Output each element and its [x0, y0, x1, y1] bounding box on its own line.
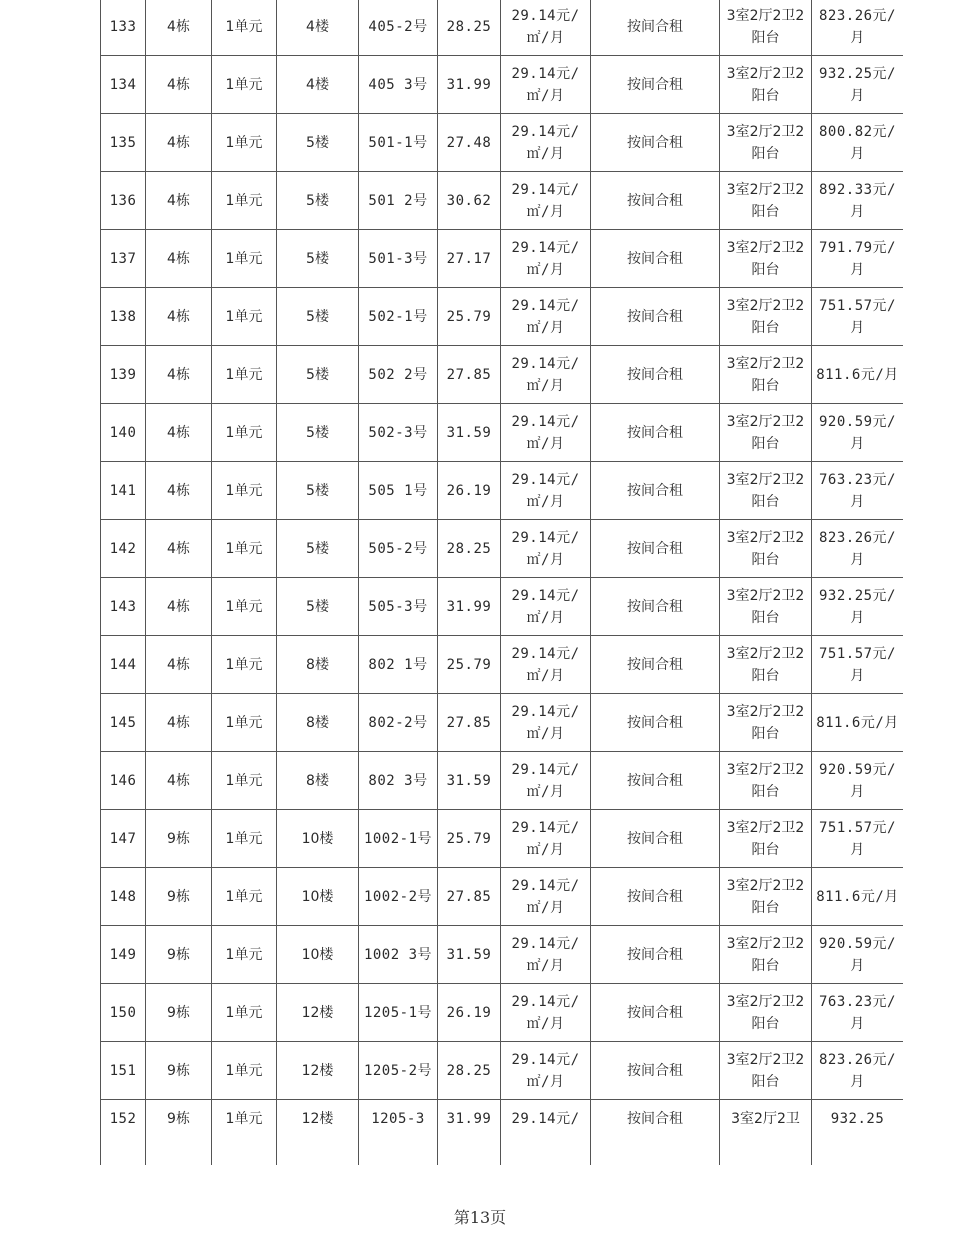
cell-monthly-rent: 823.26元/月: [812, 0, 904, 56]
cell-layout: 3室2厅2卫2阳台: [720, 810, 812, 868]
cell-floor: 8楼: [277, 636, 359, 694]
cell-monthly-rent: 920.59元/月: [812, 926, 904, 984]
cell-layout: 3室2厅2卫2阳台: [720, 1042, 812, 1100]
cell-layout: 3室2厅2卫2阳台: [720, 114, 812, 172]
cell-floor: 4楼: [277, 0, 359, 56]
cell-floor: 10楼: [277, 868, 359, 926]
cell-layout: 3室2厅2卫2阳台: [720, 462, 812, 520]
cell-room-number: 502-3号: [359, 404, 438, 462]
cell-rental-mode: 按间合租: [591, 636, 720, 694]
cell-rental-mode: 按间合租: [591, 926, 720, 984]
table-row: [101, 172, 904, 230]
cell-area: 31.59: [438, 404, 501, 462]
cell-room-number: 1205-2号: [359, 1042, 438, 1100]
cell-unit-price: 29.14元/㎡/月: [501, 520, 591, 578]
page-number: 第13页: [453, 1208, 507, 1227]
cell-unit: 1单元: [212, 984, 277, 1042]
cell-floor: 5楼: [277, 462, 359, 520]
cell-unit: 1单元: [212, 926, 277, 984]
cell-unit: 1单元: [212, 0, 277, 56]
cell-rental-mode: 按间合租: [591, 1042, 720, 1100]
cell-area: 28.25: [438, 520, 501, 578]
cell-unit: 1单元: [212, 1042, 277, 1100]
cell-unit: 1单元: [212, 288, 277, 346]
cell-row-number: 138: [101, 288, 146, 346]
cell-layout: 3室2厅2卫2阳台: [720, 578, 812, 636]
cell-area: 27.85: [438, 868, 501, 926]
cell-monthly-rent: 823.26元/月: [812, 520, 904, 578]
cell-area: 31.99: [438, 56, 501, 114]
cell-rental-mode: 按间合租: [591, 0, 720, 56]
cell-area: 31.59: [438, 926, 501, 984]
cell-layout: 3室2厅2卫2阳台: [720, 520, 812, 578]
cell-room-number: 405 3号: [359, 56, 438, 114]
cell-layout: 3室2厅2卫2阳台: [720, 636, 812, 694]
cell-area: 31.59: [438, 752, 501, 810]
cell-rental-mode: 按间合租: [591, 56, 720, 114]
cell-room-number: 802-2号: [359, 694, 438, 752]
cell-rental-mode: 按间合租: [591, 404, 720, 462]
cell-rental-mode: 按间合租: [591, 578, 720, 636]
cell-floor: 5楼: [277, 404, 359, 462]
cell-monthly-rent: 791.79元/月: [812, 230, 904, 288]
cell-building: 4栋: [146, 462, 212, 520]
cell-unit-price: 29.14元/㎡/月: [501, 230, 591, 288]
cell-unit: 1单元: [212, 694, 277, 752]
cell-rental-mode: 按间合租: [591, 868, 720, 926]
table-row: [101, 56, 904, 114]
cell-unit: 1单元: [212, 114, 277, 172]
cell-unit-price: 29.14元/㎡/月: [501, 926, 591, 984]
cell-floor: 5楼: [277, 346, 359, 404]
cell-unit-price: 29.14元/㎡/月: [501, 56, 591, 114]
cell-area: 26.19: [438, 462, 501, 520]
cell-building: 9栋: [146, 1042, 212, 1100]
cell-rental-mode: 按间合租: [591, 1100, 720, 1166]
cell-monthly-rent: 920.59元/月: [812, 404, 904, 462]
cell-monthly-rent: 751.57元/月: [812, 636, 904, 694]
cell-rental-mode: 按间合租: [591, 462, 720, 520]
cell-layout: 3室2厅2卫2阳台: [720, 868, 812, 926]
cell-building: 4栋: [146, 230, 212, 288]
cell-unit: 1单元: [212, 752, 277, 810]
cell-building: 4栋: [146, 288, 212, 346]
table-row: [101, 694, 904, 752]
cell-floor: 5楼: [277, 230, 359, 288]
cell-row-number: 146: [101, 752, 146, 810]
cell-rental-mode: 按间合租: [591, 114, 720, 172]
cell-layout: 3室2厅2卫2阳台: [720, 694, 812, 752]
cell-monthly-rent: 823.26元/月: [812, 1042, 904, 1100]
table-row: [101, 578, 904, 636]
cell-rental-mode: 按间合租: [591, 694, 720, 752]
cell-room-number: 802 3号: [359, 752, 438, 810]
cell-area: 27.85: [438, 346, 501, 404]
cell-row-number: 141: [101, 462, 146, 520]
cell-room-number: 505-3号: [359, 578, 438, 636]
cell-row-number: 134: [101, 56, 146, 114]
table-row: [101, 462, 904, 520]
cell-layout: 3室2厅2卫2阳台: [720, 0, 812, 56]
cell-unit: 1单元: [212, 230, 277, 288]
table-row: [101, 520, 904, 578]
cell-monthly-rent: 751.57元/月: [812, 288, 904, 346]
cell-area: 25.79: [438, 810, 501, 868]
rental-table-container: [100, 0, 903, 1183]
cell-monthly-rent: 932.25元/月: [812, 56, 904, 114]
cell-area: 27.48: [438, 114, 501, 172]
table-row: [101, 1042, 904, 1100]
cell-area: 31.99: [438, 578, 501, 636]
cell-unit-price: 29.14元/㎡/月: [501, 1042, 591, 1100]
cell-monthly-rent: 892.33元/月: [812, 172, 904, 230]
cell-room-number: 505-2号: [359, 520, 438, 578]
cell-floor: 12楼: [277, 984, 359, 1042]
cell-row-number: 133: [101, 0, 146, 56]
cell-unit: 1单元: [212, 1100, 277, 1166]
cell-room-number: 1205-3: [359, 1100, 438, 1166]
cell-room-number: 1205-1号: [359, 984, 438, 1042]
table-row: [101, 752, 904, 810]
cell-row-number: 136: [101, 172, 146, 230]
cell-room-number: 802 1号: [359, 636, 438, 694]
cell-floor: 5楼: [277, 520, 359, 578]
cell-building: 4栋: [146, 346, 212, 404]
cell-floor: 8楼: [277, 694, 359, 752]
cell-building: 9栋: [146, 810, 212, 868]
cell-unit: 1单元: [212, 56, 277, 114]
cell-row-number: 148: [101, 868, 146, 926]
cell-unit-price: 29.14元/㎡/月: [501, 114, 591, 172]
cell-building: 4栋: [146, 578, 212, 636]
cell-building: 4栋: [146, 172, 212, 230]
cell-floor: 4楼: [277, 56, 359, 114]
cell-room-number: 501-3号: [359, 230, 438, 288]
cell-building: 9栋: [146, 984, 212, 1042]
cell-building: 4栋: [146, 0, 212, 56]
cell-room-number: 405-2号: [359, 0, 438, 56]
cell-rental-mode: 按间合租: [591, 984, 720, 1042]
cell-building: 4栋: [146, 694, 212, 752]
cell-monthly-rent: 751.57元/月: [812, 810, 904, 868]
cell-floor: 5楼: [277, 288, 359, 346]
cell-area: 30.62: [438, 172, 501, 230]
cell-row-number: 145: [101, 694, 146, 752]
cell-area: 28.25: [438, 1042, 501, 1100]
cell-row-number: 140: [101, 404, 146, 462]
cell-unit: 1单元: [212, 636, 277, 694]
cell-area: 25.79: [438, 288, 501, 346]
cell-unit-price: 29.14元/㎡/月: [501, 752, 591, 810]
cell-rental-mode: 按间合租: [591, 288, 720, 346]
table-row: [101, 288, 904, 346]
table-row: [101, 346, 904, 404]
cell-room-number: 1002-1号: [359, 810, 438, 868]
cell-floor: 5楼: [277, 114, 359, 172]
cell-unit: 1单元: [212, 578, 277, 636]
cell-row-number: 147: [101, 810, 146, 868]
cell-floor: 8楼: [277, 752, 359, 810]
cell-layout: 3室2厅2卫2阳台: [720, 984, 812, 1042]
table-row: [101, 0, 904, 56]
cell-area: 25.79: [438, 636, 501, 694]
cell-monthly-rent: 920.59元/月: [812, 752, 904, 810]
cell-monthly-rent: 811.6元/月: [812, 346, 904, 404]
cell-area: 27.17: [438, 230, 501, 288]
cell-layout: 3室2厅2卫2阳台: [720, 288, 812, 346]
cell-monthly-rent: 932.25: [812, 1100, 904, 1166]
cell-rental-mode: 按间合租: [591, 230, 720, 288]
cell-unit-price: 29.14元/㎡/月: [501, 810, 591, 868]
cell-building: 4栋: [146, 404, 212, 462]
cell-building: 4栋: [146, 520, 212, 578]
cell-building: 4栋: [146, 636, 212, 694]
cell-layout: 3室2厅2卫2阳台: [720, 752, 812, 810]
cell-row-number: 139: [101, 346, 146, 404]
rental-table: [100, 0, 903, 1165]
cell-room-number: 1002-2号: [359, 868, 438, 926]
cell-row-number: 152: [101, 1100, 146, 1166]
cell-room-number: 501 2号: [359, 172, 438, 230]
cell-row-number: 143: [101, 578, 146, 636]
cell-layout: 3室2厅2卫2阳台: [720, 172, 812, 230]
cell-floor: 5楼: [277, 172, 359, 230]
cell-row-number: 137: [101, 230, 146, 288]
cell-unit: 1单元: [212, 810, 277, 868]
cell-unit-price: 29.14元/: [501, 1100, 591, 1166]
cell-monthly-rent: 932.25元/月: [812, 578, 904, 636]
cell-rental-mode: 按间合租: [591, 520, 720, 578]
cell-rental-mode: 按间合租: [591, 172, 720, 230]
table-row: [101, 404, 904, 462]
cell-building: 4栋: [146, 56, 212, 114]
cell-monthly-rent: 763.23元/月: [812, 984, 904, 1042]
cell-unit: 1单元: [212, 520, 277, 578]
cell-building: 4栋: [146, 114, 212, 172]
cell-layout: 3室2厅2卫2阳台: [720, 926, 812, 984]
cell-floor: 10楼: [277, 810, 359, 868]
cell-room-number: 505 1号: [359, 462, 438, 520]
cell-monthly-rent: 800.82元/月: [812, 114, 904, 172]
cell-room-number: 501-1号: [359, 114, 438, 172]
cell-room-number: 502 2号: [359, 346, 438, 404]
cell-row-number: 135: [101, 114, 146, 172]
table-row: [101, 868, 904, 926]
cell-unit-price: 29.14元/㎡/月: [501, 694, 591, 752]
cell-unit: 1单元: [212, 346, 277, 404]
cell-layout: 3室2厅2卫2阳台: [720, 346, 812, 404]
cell-unit-price: 29.14元/㎡/月: [501, 578, 591, 636]
cell-floor: 10楼: [277, 926, 359, 984]
cell-unit-price: 29.14元/㎡/月: [501, 984, 591, 1042]
table-row: [101, 926, 904, 984]
cell-building: 9栋: [146, 926, 212, 984]
cell-unit: 1单元: [212, 462, 277, 520]
cell-building: 9栋: [146, 868, 212, 926]
cell-unit-price: 29.14元/㎡/月: [501, 0, 591, 56]
cell-row-number: 144: [101, 636, 146, 694]
cell-layout: 3室2厅2卫2阳台: [720, 404, 812, 462]
table-row: [101, 1100, 904, 1166]
cell-unit-price: 29.14元/㎡/月: [501, 288, 591, 346]
cell-layout: 3室2厅2卫: [720, 1100, 812, 1166]
cell-area: 27.85: [438, 694, 501, 752]
cell-row-number: 149: [101, 926, 146, 984]
cell-rental-mode: 按间合租: [591, 346, 720, 404]
cell-floor: 12楼: [277, 1100, 359, 1166]
cell-unit-price: 29.14元/㎡/月: [501, 172, 591, 230]
cell-unit: 1单元: [212, 868, 277, 926]
cell-row-number: 150: [101, 984, 146, 1042]
cell-unit-price: 29.14元/㎡/月: [501, 346, 591, 404]
cell-building: 9栋: [146, 1100, 212, 1166]
cell-rental-mode: 按间合租: [591, 810, 720, 868]
cell-row-number: 151: [101, 1042, 146, 1100]
cell-layout: 3室2厅2卫2阳台: [720, 56, 812, 114]
table-row: [101, 114, 904, 172]
cell-row-number: 142: [101, 520, 146, 578]
cell-room-number: 1002 3号: [359, 926, 438, 984]
cell-layout: 3室2厅2卫2阳台: [720, 230, 812, 288]
cell-building: 4栋: [146, 752, 212, 810]
cell-monthly-rent: 763.23元/月: [812, 462, 904, 520]
cell-room-number: 502-1号: [359, 288, 438, 346]
table-body: [101, 0, 904, 1165]
cell-area: 26.19: [438, 984, 501, 1042]
cell-area: 28.25: [438, 0, 501, 56]
cell-unit-price: 29.14元/㎡/月: [501, 868, 591, 926]
cell-area: 31.99: [438, 1100, 501, 1166]
cell-unit-price: 29.14元/㎡/月: [501, 404, 591, 462]
cell-unit-price: 29.14元/㎡/月: [501, 462, 591, 520]
table-row: [101, 230, 904, 288]
cell-monthly-rent: 811.6元/月: [812, 868, 904, 926]
cell-floor: 5楼: [277, 578, 359, 636]
cell-monthly-rent: 811.6元/月: [812, 694, 904, 752]
table-row: [101, 810, 904, 868]
cell-rental-mode: 按间合租: [591, 752, 720, 810]
cell-unit-price: 29.14元/㎡/月: [501, 636, 591, 694]
cell-floor: 12楼: [277, 1042, 359, 1100]
cell-unit: 1单元: [212, 404, 277, 462]
table-row: [101, 984, 904, 1042]
table-row: [101, 636, 904, 694]
cell-unit: 1单元: [212, 172, 277, 230]
